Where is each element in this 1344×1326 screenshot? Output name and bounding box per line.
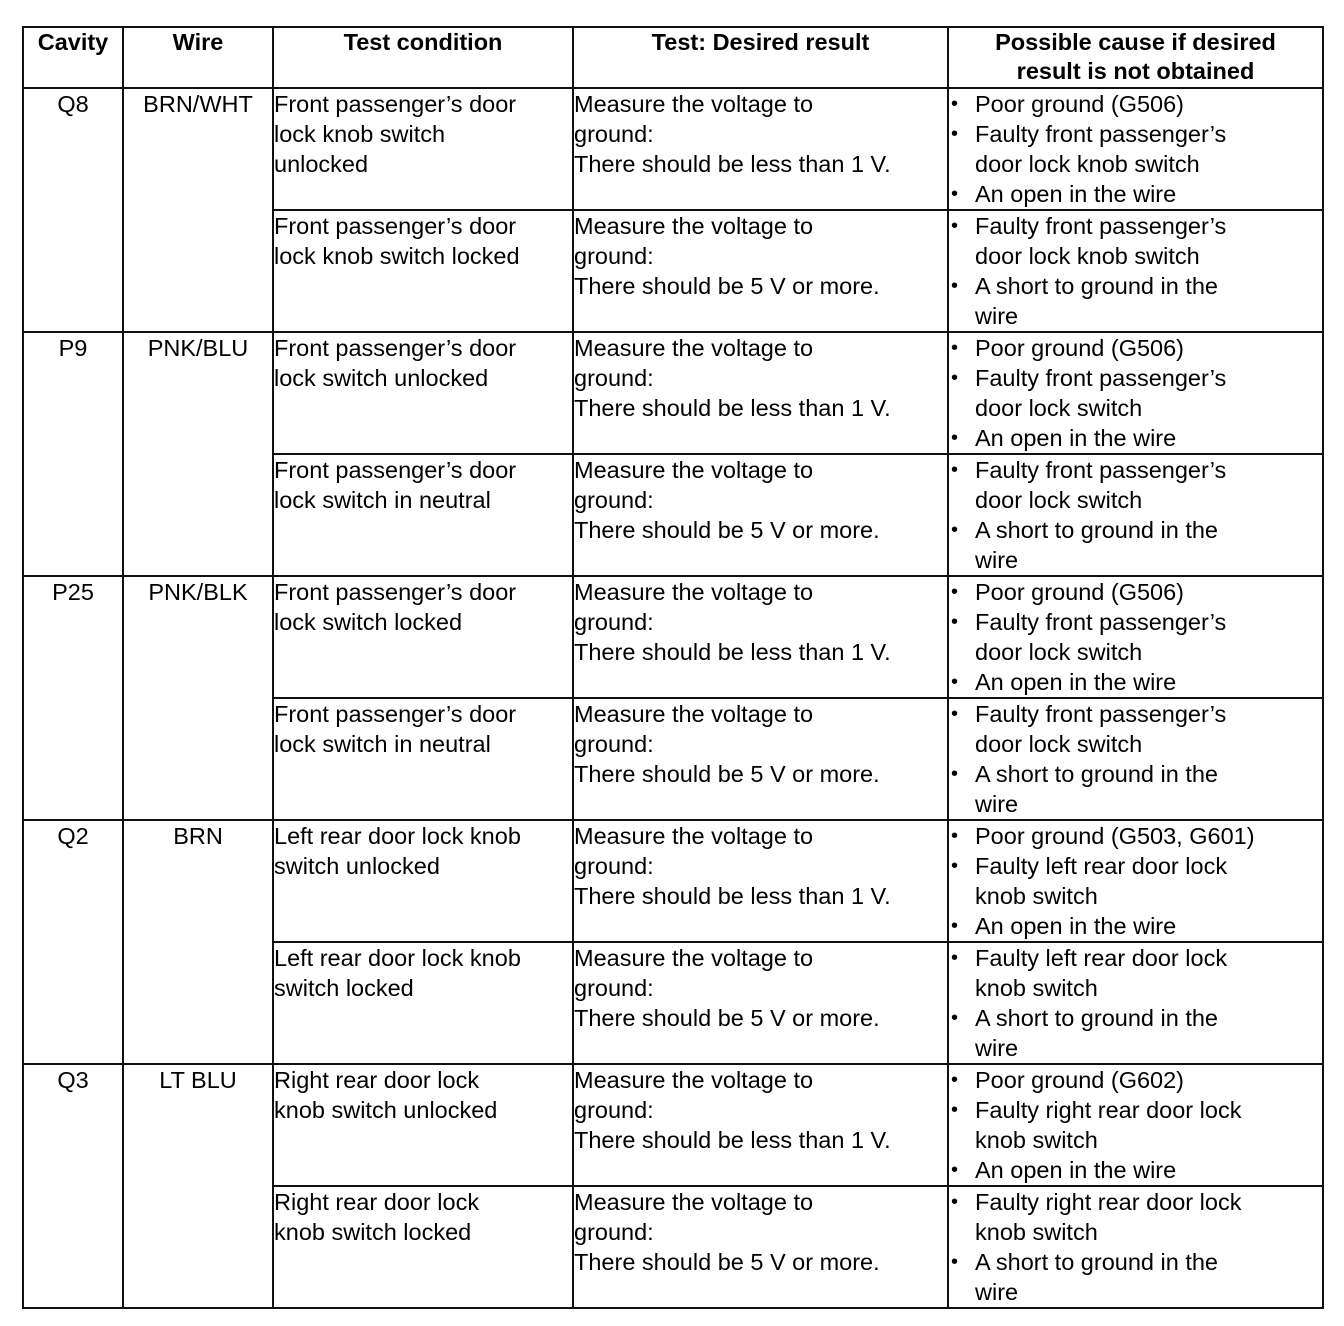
desired-result-cell (573, 576, 948, 698)
possible-cause-cell (948, 576, 1323, 698)
condition-line: lock switch locked (274, 609, 463, 635)
condition-line: Left rear door lock knob (274, 945, 521, 971)
test-condition-cell (273, 576, 573, 698)
condition-line: Front passenger’s door (274, 579, 517, 605)
condition-line: Front passenger’s door (274, 457, 517, 483)
result-line: There should be 5 V or more. (574, 273, 880, 299)
cause-line: door lock knob switch (975, 151, 1200, 177)
cause-list (949, 821, 1322, 941)
cause-item (949, 851, 1322, 911)
desired-result-cell (573, 88, 948, 210)
cause-line: door lock knob switch (975, 243, 1200, 269)
cause-item (949, 1247, 1322, 1307)
cause-item (949, 607, 1322, 667)
cause-line: • A short to ground in the (975, 761, 1218, 787)
result-line: Measure the voltage to (574, 213, 814, 239)
wire-color-cell: BRN/WHT (123, 88, 273, 332)
condition-line: knob switch unlocked (274, 1097, 498, 1123)
cause-line: • An open in the wire (975, 913, 1177, 939)
cause-item (949, 759, 1322, 819)
header-cause-line: result is not obtained (1016, 58, 1255, 84)
desired-result-cell (573, 698, 948, 820)
cause-line: wire (975, 547, 1019, 573)
result-line: Measure the voltage to (574, 91, 814, 117)
desired-result-cell (573, 942, 948, 1064)
cause-line: knob switch (975, 1127, 1098, 1153)
header-wire: Wire (123, 27, 273, 88)
result-line: Measure the voltage to (574, 945, 814, 971)
cavity-cell: Q3 (23, 1064, 123, 1308)
result-line: There should be less than 1 V. (574, 639, 891, 665)
condition-line: lock knob switch locked (274, 243, 520, 269)
cavity-cell: Q8 (23, 88, 123, 332)
cause-line: • Poor ground (G506) (975, 91, 1185, 117)
cause-line: • Poor ground (G506) (975, 579, 1185, 605)
cause-line: • Faulty left rear door lock (975, 945, 1228, 971)
condition-line: switch unlocked (274, 853, 440, 879)
cause-item (949, 333, 1322, 363)
cause-line: • Faulty front passenger’s (975, 457, 1227, 483)
cause-line: • An open in the wire (975, 1157, 1177, 1183)
header-possible-cause (948, 27, 1323, 88)
cause-item (949, 911, 1322, 941)
condition-line: Front passenger’s door (274, 701, 517, 727)
test-condition-cell (273, 1064, 573, 1186)
cause-line: • Faulty front passenger’s (975, 609, 1227, 635)
cause-line: wire (975, 1035, 1019, 1061)
cause-line: wire (975, 1279, 1019, 1305)
possible-cause-cell (948, 698, 1323, 820)
wire-color-cell: PNK/BLU (123, 332, 273, 576)
result-line: Measure the voltage to (574, 335, 814, 361)
test-condition-cell (273, 332, 573, 454)
result-line: There should be 5 V or more. (574, 1005, 880, 1031)
cause-item (949, 667, 1322, 697)
possible-cause-cell (948, 332, 1323, 454)
cause-line: • Poor ground (G503, G601) (975, 823, 1255, 849)
condition-line: unlocked (274, 151, 369, 177)
cause-item (949, 119, 1322, 179)
result-line: Measure the voltage to (574, 1189, 814, 1215)
possible-cause-cell (948, 1064, 1323, 1186)
cause-item (949, 363, 1322, 423)
cause-item (949, 455, 1322, 515)
cause-line: door lock switch (975, 487, 1143, 513)
possible-cause-cell (948, 820, 1323, 942)
cause-item (949, 423, 1322, 453)
cause-list (949, 211, 1322, 331)
cause-item (949, 1187, 1322, 1247)
cause-line: • Faulty front passenger’s (975, 365, 1227, 391)
cause-line: • Faulty right rear door lock (975, 1189, 1242, 1215)
cause-item (949, 943, 1322, 1003)
cause-item (949, 699, 1322, 759)
possible-cause-cell (948, 88, 1323, 210)
result-line: ground: (574, 1097, 654, 1123)
test-condition-cell (273, 454, 573, 576)
result-line: ground: (574, 975, 654, 1001)
cause-line: • An open in the wire (975, 669, 1177, 695)
possible-cause-cell (948, 1186, 1323, 1308)
result-line: There should be less than 1 V. (574, 883, 891, 909)
cause-line: • A short to ground in the (975, 1005, 1218, 1031)
cause-line: knob switch (975, 975, 1098, 1001)
table-row (23, 332, 1323, 454)
result-line: There should be 5 V or more. (574, 761, 880, 787)
table-row (23, 576, 1323, 698)
desired-result-cell (573, 820, 948, 942)
cause-item (949, 1155, 1322, 1185)
desired-result-cell (573, 1064, 948, 1186)
condition-line: Front passenger’s door (274, 213, 517, 239)
result-line: Measure the voltage to (574, 579, 814, 605)
condition-line: knob switch locked (274, 1219, 472, 1245)
result-line: There should be 5 V or more. (574, 517, 880, 543)
cause-list (949, 1187, 1322, 1307)
cause-line: • A short to ground in the (975, 273, 1218, 299)
condition-line: Right rear door lock (274, 1067, 480, 1093)
possible-cause-cell (948, 454, 1323, 576)
desired-result-cell (573, 210, 948, 332)
result-line: ground: (574, 243, 654, 269)
test-condition-cell (273, 942, 573, 1064)
cause-line: knob switch (975, 883, 1098, 909)
header-cause-line: Possible cause if desired (995, 29, 1276, 55)
wire-color-cell: BRN (123, 820, 273, 1064)
table-row (23, 820, 1323, 942)
cause-list (949, 455, 1322, 575)
header-cavity: Cavity (23, 27, 123, 88)
cause-item (949, 821, 1322, 851)
result-line: There should be less than 1 V. (574, 1127, 891, 1153)
result-line: Measure the voltage to (574, 1067, 814, 1093)
cause-line: door lock switch (975, 395, 1143, 421)
header-test-condition: Test condition (273, 27, 573, 88)
result-line: Measure the voltage to (574, 457, 814, 483)
desired-result-cell (573, 332, 948, 454)
cause-line: knob switch (975, 1219, 1098, 1245)
cause-list (949, 333, 1322, 453)
cause-item (949, 89, 1322, 119)
desired-result-cell (573, 454, 948, 576)
possible-cause-cell (948, 942, 1323, 1064)
cause-line: • A short to ground in the (975, 517, 1218, 543)
header-row (23, 27, 1323, 88)
result-line: ground: (574, 853, 654, 879)
test-condition-cell (273, 88, 573, 210)
result-line: ground: (574, 609, 654, 635)
condition-line: Front passenger’s door (274, 335, 517, 361)
table-row (23, 1064, 1323, 1186)
table-row (23, 88, 1323, 210)
cause-item (949, 515, 1322, 575)
cause-line: wire (975, 791, 1019, 817)
condition-line: lock switch in neutral (274, 731, 491, 757)
condition-line: Front passenger’s door (274, 91, 517, 117)
test-condition-cell (273, 820, 573, 942)
cause-line: • Faulty right rear door lock (975, 1097, 1242, 1123)
cause-line: • Faulty left rear door lock (975, 853, 1228, 879)
cause-list (949, 577, 1322, 697)
cause-line: • A short to ground in the (975, 1249, 1218, 1275)
cause-item (949, 1095, 1322, 1155)
result-line: ground: (574, 365, 654, 391)
result-line: ground: (574, 1219, 654, 1245)
cavity-cell: Q2 (23, 820, 123, 1064)
cause-list (949, 943, 1322, 1063)
test-condition-cell (273, 210, 573, 332)
cause-line: • Faulty front passenger’s (975, 121, 1227, 147)
condition-line: Right rear door lock (274, 1189, 480, 1215)
possible-cause-cell (948, 210, 1323, 332)
table-body (23, 88, 1323, 1308)
header-desired-result: Test: Desired result (573, 27, 948, 88)
cause-line: • Faulty front passenger’s (975, 213, 1227, 239)
wire-color-cell: PNK/BLK (123, 576, 273, 820)
result-line: ground: (574, 487, 654, 513)
result-line: Measure the voltage to (574, 701, 814, 727)
cause-item (949, 1003, 1322, 1063)
cause-line: door lock switch (975, 731, 1143, 757)
cause-line: • Poor ground (G506) (975, 335, 1185, 361)
cause-item (949, 211, 1322, 271)
test-condition-cell (273, 1186, 573, 1308)
cause-item (949, 577, 1322, 607)
cause-list (949, 699, 1322, 819)
cavity-cell: P9 (23, 332, 123, 576)
cause-line: wire (975, 303, 1019, 329)
cause-list (949, 89, 1322, 209)
condition-line: lock knob switch (274, 121, 446, 147)
condition-line: lock switch in neutral (274, 487, 491, 513)
condition-line: lock switch unlocked (274, 365, 489, 391)
cause-line: door lock switch (975, 639, 1143, 665)
cause-item (949, 1065, 1322, 1095)
result-line: ground: (574, 121, 654, 147)
result-line: There should be less than 1 V. (574, 395, 891, 421)
wire-color-cell: LT BLU (123, 1064, 273, 1308)
cause-line: • An open in the wire (975, 425, 1177, 451)
cause-item (949, 271, 1322, 331)
result-line: ground: (574, 731, 654, 757)
desired-result-cell (573, 1186, 948, 1308)
condition-line: switch locked (274, 975, 414, 1001)
connector-test-table (22, 26, 1324, 1309)
test-condition-cell (273, 698, 573, 820)
cause-list (949, 1065, 1322, 1185)
condition-line: Left rear door lock knob (274, 823, 521, 849)
cause-line: • Faulty front passenger’s (975, 701, 1227, 727)
cause-line: • An open in the wire (975, 181, 1177, 207)
cavity-cell: P25 (23, 576, 123, 820)
result-line: There should be less than 1 V. (574, 151, 891, 177)
cause-line: • Poor ground (G602) (975, 1067, 1185, 1093)
result-line: Measure the voltage to (574, 823, 814, 849)
cause-item (949, 179, 1322, 209)
result-line: There should be 5 V or more. (574, 1249, 880, 1275)
